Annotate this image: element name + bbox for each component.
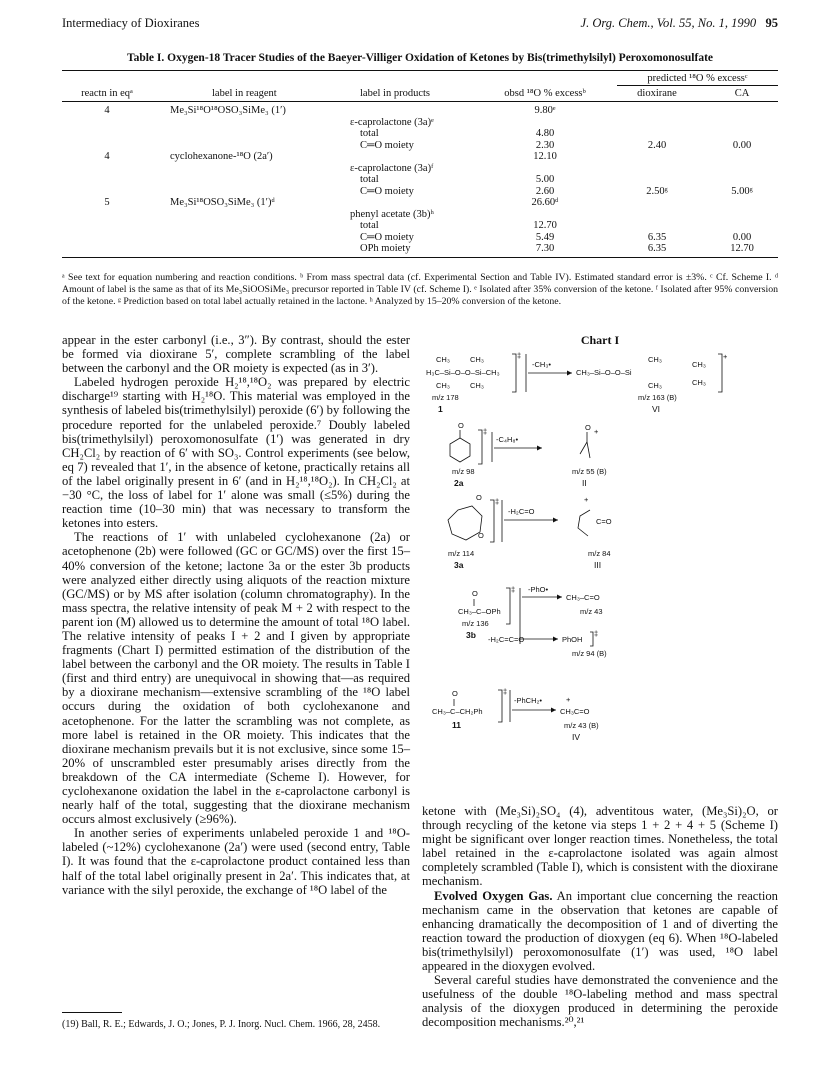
table-header-rule [62,101,778,102]
dagger-mark: ‡ [517,351,522,360]
table-cell-ca: 5.00ᵍ [731,185,753,197]
table-cell-ca: 12.70 [730,243,754,254]
mz-label: m/z 43 (B) [564,721,599,730]
table-cell-diox: 6.35 [647,243,667,254]
methyl-label: CH₃ [648,381,662,390]
table-cell-reactn: 5 [104,197,110,208]
plus-mark: + [594,427,599,436]
table-cell-obsd: 4.80 [535,128,555,139]
oxygen-label: O [585,423,591,432]
oxygen-label: O [478,531,484,540]
mz-label: m/z 94 (B) [572,649,607,658]
compound-id: 11 [452,720,461,730]
table-bottom-rule [62,257,778,258]
compound-id: 3b [466,630,476,640]
oxygen-label: O [476,493,482,502]
fragment-id: III [594,560,602,570]
fragment-formula: PhOH [562,635,583,644]
table-cell-reagent: Me₃Si¹⁸O¹⁸OSO₃SiMe₃ (1′) [170,105,286,116]
fragment-formula: CH₃–Si–O–O–Si [576,368,632,377]
dagger-mark: ‡ [483,427,488,436]
col-header-reactn: reactn in eqᵃ [81,88,133,99]
table-cell-ca: 0.00 [732,231,752,243]
table-cell-product: phenyl acetate (3b)ʰ [350,208,434,220]
compound-id: 1 [438,404,443,414]
right-column [422,804,778,1030]
neutral-loss: -H₂C=O [508,507,535,516]
methyl-label: CH₃ [436,381,450,390]
footnote-rule [62,1012,122,1013]
neutral-loss: -C₄H₈• [496,435,519,444]
table-top-rule [62,70,778,71]
table-cell-product: C═O moiety [360,185,414,197]
mz-label: m/z 163 (B) [638,393,677,402]
page-number: 95 [765,16,778,30]
methyl-label: CH₃ [692,378,706,387]
journal-citation: J. Org. Chem., Vol. 55, No. 1, 1990 [580,16,757,30]
chart-scheme [422,350,778,800]
table-cell-obsd: 2.60 [535,185,555,197]
mz-label: m/z 84 [588,549,611,558]
table-cell-obsd: 9.80ᵉ [534,105,556,116]
table-cell-diox: 2.50ᵍ [646,185,668,197]
paragraph: Several careful studies have demonstrated the convenience and the usefulness of the double ¹⁸O-labeling method and mass spectral analysis of the dioxygen produced in determining the peroxide decomposition mechanisms.²⁰,²¹ [422,973,778,1030]
plus-mark: + [566,695,571,704]
fragment-id: VI [652,404,661,414]
reaction-2 [450,421,607,488]
running-head-left: Intermediacy of Dioxiranes [62,16,200,30]
table-cell-reagent: cyclohexanone-¹⁸O (2a′) [170,151,273,162]
peroxide-formula: H₃C–Si–O–O–Si–CH₃ [426,368,500,377]
methyl-label: CH₃ [692,360,706,369]
paragraph: In another series of experiments unlabeled peroxide 1 and ¹⁸O-labeled (~12%) cyclohexanone (2a′) were used (second entry, Table I). It was found that the ε-caprolactone product contained less than half of the total label originally present in 2a′. This indicates that, at variance with the silyl peroxide, the exchange of ¹⁸O label of the [62,826,410,897]
table-cell-obsd: 26.60ᵈ [531,197,559,208]
table-cell-product: total [360,128,379,139]
table-cell-product: total [360,174,379,185]
oxygen-label: O [452,689,458,698]
table-cell-reagent: Me₃Si¹⁸OSO₃SiMe₃ (1′)ᵈ [170,197,275,208]
methyl-label: CH₃ [436,355,450,364]
table-cell-obsd: 2.30 [535,139,555,151]
left-column [62,333,410,897]
col-header-dioxirane: dioxirane [637,88,677,99]
table-cell-product: C═O moiety [360,231,414,243]
table-cell-product: total [360,220,379,231]
table-cell-diox: 2.40 [647,139,667,151]
table-cell-diox: 6.35 [647,231,667,243]
reaction-1 [426,351,728,414]
reference-footnote: (19) Ball, R. E.; Edwards, J. O.; Jones, P. J. Inorg. Nucl. Chem. 1966, 28, 2458. [62,1019,381,1030]
ketone-formula: CH₃–C–CH₂Ph [432,707,483,716]
paragraph: appear in the ester carbonyl (i.e., 3″). By contrast, should the ester be formed via dioxirane 5′, complete scrambling of the label between the carbonyl and the OR moiety is expected (as in 3′). [62,333,410,376]
mz-label: m/z 98 [452,467,475,476]
paragraph [422,889,778,974]
neutral-loss: -PhCH₂• [514,696,543,705]
dagger-mark: ‡ [495,497,500,506]
paragraph: ketone with (Me₃Si)₂SO₄ (4), adventitous water, (Me₃Si)₂O, or through recycling of the ketone via steps 1 + 2 + 4 + 5 (Scheme I) might be significant over longer reaction times. Nonetheless, the total label retained in the ε-caprolactone isolated was again almost completely scrambled (Table I), which is consistent with the dioxirane mechanism. [422,804,778,889]
running-head-right [581,16,778,31]
dagger-mark: ‡ [503,687,508,696]
methyl-label: CH₃ [648,355,662,364]
col-header-products: label in products [360,88,430,99]
fragment-formula: CH₃C=O [560,707,590,716]
table-cell-product: ε-caprolactone (3a)ᵉ [350,116,434,128]
reaction-3 [448,493,612,570]
mz-label: m/z 136 [462,619,489,628]
reaction-4 [458,585,607,658]
table-cell-ca: 0.00 [732,139,752,151]
methyl-label: CH₃ [470,355,484,364]
plus-mark: ‡ [594,629,599,638]
table-cell-obsd: 12.10 [533,151,557,162]
section-text: An important clue concerning the reaction mechanism came in the observation that ketones are capable of enhancing dramatically the decomposition of 1 and of diverting the reaction toward the production of dioxygen (eq 6). When ¹⁸O-labeled bis(trimethylsilyl) peroxomonosulfate (1′) was used, ¹⁸O label appeared in the dioxygen evolved. [422,888,778,974]
table-title: Table I. Oxygen-18 Tracer Studies of the Baeyer-Villiger Oxidation of Ketones by Bis(trimethylsilyl) Peroxomonosulfate [126,52,714,64]
table-cell-obsd: 7.30 [535,243,555,254]
mz-label: m/z 178 [432,393,459,402]
neutral-loss: -H₂C=C=O [488,635,525,644]
table-cell-obsd: 12.70 [533,220,557,231]
table-cell-reactn: 4 [104,105,110,116]
mz-label: m/z 55 (B) [572,467,607,476]
mz-label: m/z 43 [580,607,603,616]
fragment-formula: C=O [596,517,612,526]
plus-mark: + [723,352,728,361]
ester-formula: CH₃–C–OPh [458,607,501,616]
oxygen-label: O [472,589,478,598]
col-header-ca: CA [734,88,750,99]
running-head [62,16,778,34]
col-header-reagent: label in reagent [212,88,277,99]
col-header-obsd: obsd ¹⁸O % excessᵇ [504,88,586,99]
plus-mark: + [584,495,589,504]
reaction-5 [432,687,599,742]
fragment-formula: CH₃–C=O [566,593,600,602]
neutral-loss: -CH₃• [532,360,552,369]
compound-id: 2a [454,478,464,488]
mz-label: m/z 114 [448,549,475,558]
table-cell-obsd: 5.49 [535,231,555,243]
section-heading: Evolved Oxygen Gas. [434,888,553,903]
fragment-id: IV [572,732,581,742]
table-cell-product: OPh moiety [360,243,411,254]
oxygen-label: O [458,421,464,430]
table-footnotes: ᵃ See text for equation numbering and reaction conditions. ᵇ From mass spectral data (cf. Experimental Section and Table IV). Estimated standard error is ±3%. ᶜ Cf. Scheme I. ᵈ Amount of label is the same as that of its Me₃SiOOSiMe₃ precursor reported in Table IV (cf. Scheme I). ᵉ Isolated after 35% conversion of the ketone. ᶠ Isolated after 95% conversion of the ketone. ᵍ Prediction based on total label actually retained in the lactone. ʰ Analyzed by 15–20% conversion of the ketone. [62,272,778,308]
table-cell-product: ε-caprolactone (3a)ᶠ [350,162,434,174]
chart-title: Chart I [580,333,620,347]
fragment-id: II [582,478,587,488]
table-cell-obsd: 5.00 [535,174,555,185]
neutral-loss: -PhO• [528,585,549,594]
methyl-label: CH₃ [470,381,484,390]
compound-id: 3a [454,560,464,570]
paragraph: Labeled hydrogen peroxide H₂¹⁸,¹⁸O₂ was prepared by electric discharge¹⁹ starting with H₂¹⁸O. This material was employed in the synthesis of labeled bis(trimethylsilyl) peroxide (6′) by following the procedure reported for the unlabeled peroxide.⁷ Doubly labeled bis(trimethylsilyl) peroxomonosulfate (1′) was generated in dry CH₂Cl₂ by reaction of 6′ with SO₃. Control experiments (see below, eq 7) revealed that 1′, in the absence of ketone, practically retains all of the label originally present in 6′ (and in H₂¹⁸,¹⁸O₂). In CH₂Cl₂ at −30 °C, the loss of label for 1′ alone was small (≤5%) during the reaction time (10–30 min) that was necessary to transform the ketones into esters. [62,375,410,531]
paragraph: The reactions of 1′ with unlabeled cyclohexanone (2a) or acetophenone (2b) were followed (GC or GC/MS) over the first 15–40% conversion of the ketone; lactone 3a or the ester 3b products were analyzed either directly using aliquots of the reaction mixture (GC/MS) or by MS after isolation (column chromatography). In the mass spectra, the relative intensity of peak M + 2 with respect to the parent ion (M) allowed us to determine the amount of total ¹⁸O label. The relative intensity of peaks I + 2 and I given by appropriate fragments (Chart I) permitted estimation of the distribution of the label between the carbonyl and the OR moiety. The results in Table I (first and third entry) are unequivocal in showing that—as required by a dioxirane mechanism—extensive scrambling of the ¹⁸O label occurs during the oxidation of both cyclohexanone and acetophenone. For the latter the scrambling was not complete, as more label is retained in the OR moiety. This indicates that the dioxirane mechanism prevails but it is not exclusive, since some 15–20% of unscrambled ester presumably arises directly from the breakdown of the CA intermediate (Scheme I). However, for cyclohexanone oxidation the label in the ε-caprolactone carbonyl is nearly half of the total, suggesting that the dioxirane mechanism occurs almost exclusively (≥96%). [62,530,410,827]
dagger-mark: ‡ [511,585,516,594]
group-header-rule [617,85,778,86]
group-header-predicted: predicted ¹⁸O % excessᶜ [647,73,748,84]
table-cell-reactn: 4 [104,151,110,162]
table-cell-product: C═O moiety [360,139,414,151]
